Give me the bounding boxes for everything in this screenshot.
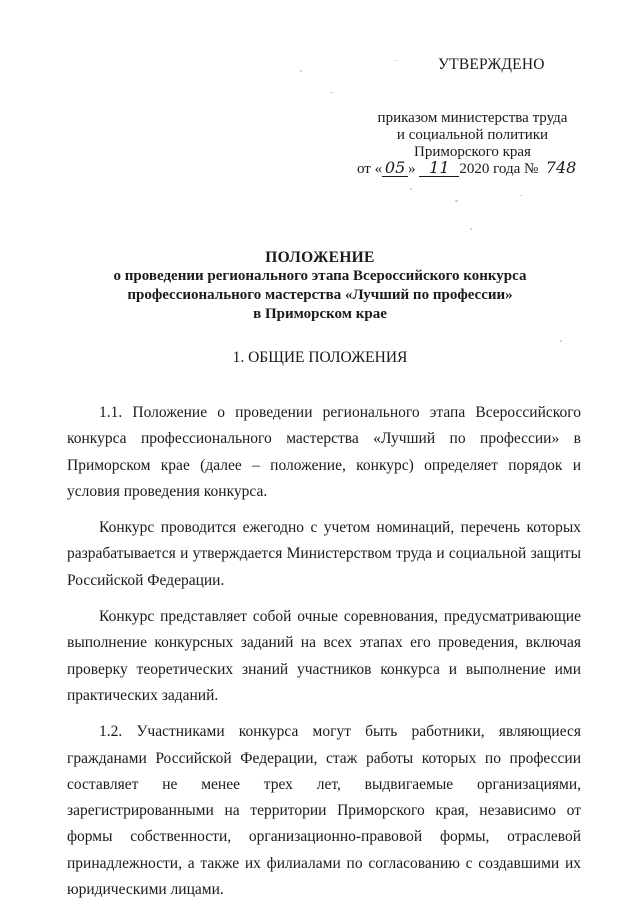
scan-speckle	[470, 228, 472, 230]
scan-speckle	[455, 200, 458, 202]
order-line-3: Приморского края	[414, 144, 531, 160]
document-title	[60, 248, 580, 324]
date-close: »	[408, 161, 416, 177]
order-line-1: приказом министерства труда	[377, 110, 568, 126]
order-date-line	[357, 160, 580, 178]
date-prefix: от «	[357, 161, 383, 177]
paragraph-1-1: 1.1. Положение о проведении регионального этапа Всероссийского конкурса профессионального мастерства «Лучший по профессии» в Приморском крае (далее – положение, конкурс) определяет порядок и условия проведения конкурса.	[67, 404, 581, 500]
number-sign: №	[524, 161, 539, 177]
order-line-2: и социальной политики	[396, 127, 549, 143]
paragraph-2: Конкурс проводится ежегодно с учетом номинаций, перечень которых разрабатывается и утверждается Министерством труда и социальной защиты Российской Федерации.	[67, 519, 581, 589]
title-line-3: в Приморском крае	[253, 306, 387, 322]
scan-speckle	[300, 70, 302, 72]
handwritten-day: 05	[382, 160, 408, 177]
title-main: ПОЛОЖЕНИЕ	[265, 249, 375, 266]
approved-stamp: УТВЕРЖДЕНО	[438, 56, 545, 73]
title-line-1: о проведении регионального этапа Всероссийского конкурса	[113, 268, 527, 284]
section-heading: 1. ОБЩИЕ ПОЛОЖЕНИЯ	[232, 349, 408, 366]
scan-speckle	[520, 195, 522, 196]
date-year: 2020 года	[459, 161, 521, 177]
paragraph-1-2: 1.2. Участниками конкурса могут быть работники, являющиеся гражданами Российской Федерации, стаж работы которых по профессии составляет не менее трех лет, выдвигаемые организациями, зарегистрированными на территории Приморского края, независимо от формы собственности, организационно-правовой формы, отраслевой принадлежности, а также их филиалами по согласованию с создавшими их юридическими лицами.	[67, 723, 581, 899]
scan-speckle	[330, 92, 333, 93]
scan-speckle	[560, 340, 562, 342]
title-line-2: профессионального мастерства «Лучший по профессии»	[127, 287, 513, 303]
handwritten-number: 748	[545, 158, 577, 177]
order-reference	[360, 110, 585, 161]
document-body	[67, 400, 581, 913]
paragraph-3: Конкурс представляет собой очные соревнования, предусматривающие выполнение конкурсных заданий на всех этапах его проведения, включая проверку теоретических знаний участников конкурса и выполнение ими практических заданий.	[67, 608, 581, 704]
handwritten-month: 11	[419, 160, 459, 177]
scan-speckle	[410, 188, 412, 190]
scan-speckle	[395, 60, 397, 61]
